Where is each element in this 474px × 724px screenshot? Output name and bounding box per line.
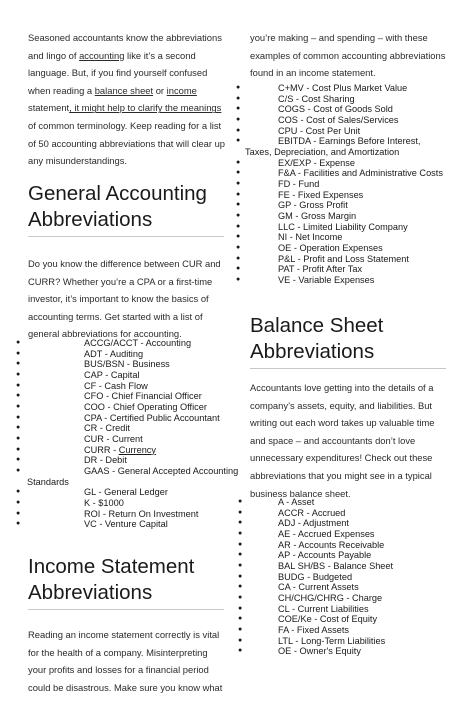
balance-intro-paragraph bbox=[250, 379, 460, 502]
paragraph-line: of 50 accounting abbreviations that will clear up bbox=[28, 137, 225, 149]
bullet-icon: ● bbox=[238, 583, 243, 591]
abbreviation-list bbox=[236, 83, 474, 285]
list-item-text: CL - Current Liabilities bbox=[278, 603, 369, 614]
income-list bbox=[236, 83, 474, 285]
list-item-text: FE - Fixed Expenses bbox=[278, 189, 364, 200]
list-item bbox=[236, 200, 474, 211]
balance-list bbox=[238, 497, 458, 657]
bullet-icon: ● bbox=[238, 561, 243, 569]
bullet-icon: ● bbox=[236, 254, 241, 262]
list-item bbox=[238, 550, 458, 561]
paragraph-text bbox=[250, 379, 460, 502]
list-item bbox=[236, 190, 474, 201]
bullet-icon: ● bbox=[236, 179, 241, 187]
paragraph-text bbox=[28, 29, 228, 170]
paragraph-line: accounting terms. Get started with a list of bbox=[28, 310, 203, 322]
list-item bbox=[16, 434, 226, 445]
list-item-text: CH/CHG/CHRG - Charge bbox=[278, 592, 383, 603]
list-item bbox=[16, 455, 226, 466]
list-item-text: OE - Owner's Equity bbox=[278, 646, 361, 657]
list-item bbox=[236, 168, 474, 179]
list-item bbox=[16, 370, 226, 381]
list-item bbox=[236, 243, 474, 254]
paragraph-text bbox=[28, 626, 228, 696]
bullet-icon: ● bbox=[16, 392, 21, 400]
paragraph-line bbox=[28, 99, 228, 117]
list-item bbox=[238, 636, 458, 647]
list-item bbox=[238, 604, 458, 615]
list-item bbox=[236, 126, 474, 137]
bullet-icon: ● bbox=[16, 381, 21, 389]
paragraph-line: your profits and losses for a financial period bbox=[28, 664, 209, 676]
list-item-text: FD - Fund bbox=[278, 178, 320, 189]
bullet-icon: ● bbox=[236, 84, 241, 91]
list-item-text: AP - Accounts Payable bbox=[278, 550, 372, 561]
bullet-icon: ● bbox=[16, 466, 21, 474]
list-item-text: CPA - Certified Public Accountant bbox=[84, 412, 220, 423]
list-item-text bbox=[84, 445, 156, 456]
list-item-text: COE/Ke - Cost of Equity bbox=[278, 614, 378, 625]
income-heading-line1: Income Statement bbox=[28, 555, 195, 578]
bullet-icon: ● bbox=[16, 498, 21, 506]
list-item-text: VE - Variable Expenses bbox=[278, 274, 375, 285]
list-item bbox=[238, 625, 458, 636]
list-item-text: GAAS - General Accepted Accounting bbox=[84, 465, 239, 476]
list-item-text: DR - Debit bbox=[84, 455, 127, 466]
list-item-text: BAL SH/BS - Balance Sheet bbox=[278, 560, 394, 571]
list-item-text: NI - Net Income bbox=[278, 232, 343, 243]
list-item bbox=[16, 359, 226, 370]
list-item bbox=[236, 179, 474, 190]
balance-divider bbox=[250, 368, 446, 369]
list-item bbox=[238, 593, 458, 604]
list-item bbox=[236, 264, 474, 275]
bullet-icon: ● bbox=[236, 201, 241, 209]
abbreviation-list bbox=[238, 497, 458, 657]
abbreviation-list bbox=[16, 338, 239, 530]
list-item-text: AR - Accounts Receivable bbox=[278, 539, 385, 550]
bullet-icon: ● bbox=[236, 275, 241, 283]
list-item-text: GP - Gross Profit bbox=[278, 200, 348, 211]
paragraph-line: Accountants love getting into the details of a bbox=[250, 382, 434, 393]
bullet-icon: ● bbox=[236, 158, 241, 166]
paragraph-text bbox=[250, 29, 460, 82]
paragraph-line: of common terminology. Keep reading for a list bbox=[28, 119, 222, 131]
paragraph-line: Seasoned accountants know the abbreviations bbox=[28, 32, 222, 43]
bullet-icon: ● bbox=[236, 137, 241, 145]
list-item bbox=[16, 487, 226, 498]
bullet-icon: ● bbox=[16, 434, 21, 442]
paragraph-line: found in an income statement. bbox=[250, 67, 376, 79]
list-item bbox=[16, 519, 226, 530]
text-segment: like it’s a second bbox=[124, 49, 196, 61]
text-segment: statement bbox=[28, 102, 70, 114]
list-item bbox=[16, 423, 226, 434]
list-item bbox=[16, 413, 226, 424]
list-item-text: COO - Chief Operating Officer bbox=[84, 401, 207, 412]
bullet-icon: ● bbox=[16, 445, 21, 453]
paragraph-line: Do you know the difference between CUR and bbox=[28, 258, 221, 269]
list-item bbox=[238, 529, 458, 540]
paragraph-line bbox=[28, 47, 228, 65]
list-item-text: C/S - Cost Sharing bbox=[278, 93, 355, 104]
income-intro-continued bbox=[250, 29, 460, 82]
list-item bbox=[16, 445, 226, 456]
list-item-text: GL - General Ledger bbox=[84, 487, 168, 498]
list-item-text: OE - Operation Expenses bbox=[278, 242, 383, 253]
paragraph-line: general abbreviations for accounting. bbox=[28, 328, 182, 340]
bullet-icon: ● bbox=[238, 604, 243, 612]
list-item-text: EX/EXP - Expense bbox=[278, 157, 355, 168]
list-item bbox=[236, 254, 474, 265]
bullet-icon: ● bbox=[238, 593, 243, 601]
paragraph-line: you’re making – and spending – with these bbox=[250, 32, 428, 43]
balance-heading-line2: Abbreviations bbox=[250, 339, 375, 363]
bullet-icon: ● bbox=[238, 540, 243, 548]
list-item bbox=[16, 498, 226, 509]
bullet-icon: ● bbox=[16, 370, 21, 378]
list-item bbox=[236, 211, 474, 222]
bullet-icon: ● bbox=[16, 456, 21, 464]
list-item-text: ACCG/ACCT - Accounting bbox=[84, 338, 192, 348]
list-item-text: AE - Accrued Expenses bbox=[278, 528, 375, 539]
list-item bbox=[16, 465, 239, 477]
list-item-text: P&L - Profit and Loss Statement bbox=[278, 253, 409, 264]
list-item bbox=[236, 83, 474, 94]
list-item-text: FA - Fixed Assets bbox=[278, 624, 349, 635]
bullet-icon: ● bbox=[16, 339, 21, 346]
list-item bbox=[236, 115, 474, 126]
list-item-text: A - Asset bbox=[278, 497, 315, 507]
list-item-text: COS - Cost of Sales/Services bbox=[278, 114, 399, 125]
income-divider bbox=[28, 609, 224, 610]
income-heading-line2: Abbreviations bbox=[28, 580, 153, 604]
list-item bbox=[236, 158, 474, 169]
bullet-icon: ● bbox=[16, 488, 21, 496]
bullet-icon: ● bbox=[236, 233, 241, 241]
general-heading-line2: Abbreviations bbox=[28, 207, 153, 231]
list-item-text: PAT - Profit After Tax bbox=[278, 264, 363, 275]
list-item-continuation-text: Taxes, Depreciation, and Amortization bbox=[245, 146, 400, 157]
bullet-icon: ● bbox=[236, 190, 241, 198]
list-item bbox=[238, 508, 458, 519]
paragraph-line: business balance sheet. bbox=[250, 487, 351, 499]
list-item bbox=[16, 349, 226, 360]
bullet-icon: ● bbox=[236, 222, 241, 230]
list-item-text: LTL - Long-Term Liabilities bbox=[278, 635, 386, 646]
bullet-icon: ● bbox=[236, 265, 241, 273]
inline-link[interactable]: accounting bbox=[79, 49, 125, 61]
list-item-text: ROI - Return On Investment bbox=[84, 508, 199, 519]
list-item bbox=[16, 391, 226, 402]
general-divider bbox=[28, 236, 224, 237]
list-item-text: BUDG - Budgeted bbox=[278, 571, 353, 582]
paragraph-line: any misunderstandings. bbox=[28, 155, 128, 167]
list-item bbox=[16, 509, 226, 520]
inline-link[interactable]: , it might help to clarify the meanings bbox=[69, 102, 222, 114]
list-item-text: COGS - Cost of Goods Sold bbox=[278, 104, 393, 115]
bullet-icon: ● bbox=[238, 647, 243, 655]
list-item bbox=[236, 136, 474, 147]
list-item bbox=[238, 561, 458, 572]
bullet-icon: ● bbox=[16, 424, 21, 432]
paragraph-line: and space – and accountants don’t love bbox=[250, 434, 416, 446]
bullet-icon: ● bbox=[16, 349, 21, 357]
list-item-text: F&A - Facilities and Administrative Costs bbox=[278, 168, 443, 179]
list-item bbox=[236, 104, 474, 115]
bullet-icon: ● bbox=[236, 169, 241, 177]
paragraph-line: for the health of a company. Misinterpreting bbox=[28, 646, 208, 658]
list-item-text: GM - Gross Margin bbox=[278, 210, 357, 221]
paragraph-line: unnecessary expenditures! Check out these bbox=[250, 452, 433, 464]
list-item bbox=[238, 497, 458, 508]
bullet-icon: ● bbox=[238, 519, 243, 527]
bullet-icon: ● bbox=[236, 211, 241, 219]
paragraph-line: writing out each word takes up valuable time bbox=[250, 417, 435, 429]
list-item-continuation-text: Standards bbox=[27, 476, 69, 487]
paragraph-line bbox=[28, 82, 228, 100]
paragraph-line: investor, it’s important to know the basics of bbox=[28, 293, 209, 305]
balance-heading bbox=[250, 313, 450, 364]
list-item-text: CF - Cash Flow bbox=[84, 380, 148, 391]
inline-link[interactable]: balance sheet bbox=[94, 84, 154, 96]
bullet-icon: ● bbox=[238, 615, 243, 623]
list-item-text: ADJ - Adjustment bbox=[278, 518, 349, 529]
list-item bbox=[238, 572, 458, 583]
list-item-text: VC - Venture Capital bbox=[84, 519, 168, 530]
bullet-icon: ● bbox=[238, 625, 243, 633]
list-item-continuation bbox=[16, 477, 226, 488]
paragraph-line: examples of common accounting abbreviations bbox=[250, 49, 446, 61]
list-item bbox=[16, 381, 226, 392]
list-item-text: CUR - Current bbox=[84, 433, 143, 444]
list-item-text: C+MV - Cost Plus Market Value bbox=[278, 83, 408, 93]
paragraph-line: language. But, if you find yourself confused bbox=[28, 67, 208, 79]
bullet-icon: ● bbox=[16, 520, 21, 528]
paragraph-line: abbreviations that you might see in a typical bbox=[250, 469, 432, 481]
income-heading bbox=[28, 554, 228, 605]
income-intro-paragraph bbox=[28, 626, 228, 696]
list-item bbox=[236, 275, 474, 286]
bullet-icon: ● bbox=[236, 105, 241, 113]
bullet-icon: ● bbox=[16, 402, 21, 410]
balance-heading-line1: Balance Sheet bbox=[250, 314, 384, 337]
list-item-continuation bbox=[236, 147, 474, 158]
list-item-text: CFO - Chief Financial Officer bbox=[84, 391, 202, 402]
text-segment: when reading a bbox=[28, 84, 95, 96]
bullet-icon: ● bbox=[236, 115, 241, 123]
list-item bbox=[238, 582, 458, 593]
bullet-icon: ● bbox=[238, 529, 243, 537]
bullet-icon: ● bbox=[16, 509, 21, 517]
bullet-icon: ● bbox=[236, 94, 241, 102]
bullet-icon: ● bbox=[238, 572, 243, 580]
bullet-icon: ● bbox=[16, 360, 21, 368]
list-item-text: ADT - Auditing bbox=[84, 348, 144, 359]
paragraph-text bbox=[28, 255, 228, 343]
general-intro-paragraph bbox=[28, 255, 228, 343]
list-item bbox=[238, 540, 458, 551]
list-item bbox=[236, 222, 474, 233]
general-heading-line1: General Accounting bbox=[28, 182, 207, 205]
list-item-text: LLC - Limited Liability Company bbox=[278, 221, 408, 232]
list-item bbox=[238, 614, 458, 625]
list-item bbox=[238, 518, 458, 529]
list-item bbox=[238, 646, 458, 657]
text-segment: or bbox=[153, 84, 167, 96]
bullet-icon: ● bbox=[238, 636, 243, 644]
bullet-icon: ● bbox=[236, 243, 241, 251]
list-item bbox=[236, 232, 474, 243]
general-list bbox=[16, 338, 239, 530]
paragraph-line: CURR? Whether you’re a CPA or a first-time bbox=[28, 275, 213, 287]
bullet-icon: ● bbox=[238, 508, 243, 516]
paragraph-line: Reading an income statement correctly is vital bbox=[28, 629, 220, 640]
list-item-text: BUS/BSN - Business bbox=[84, 359, 170, 370]
list-item-text: CR - Credit bbox=[84, 423, 130, 434]
inline-link[interactable]: income bbox=[166, 84, 197, 96]
currency-prefix: CURR - bbox=[84, 444, 119, 455]
list-item-text: K - $1000 bbox=[84, 497, 124, 508]
paragraph-line: company’s assets, equity, and liabilities. But bbox=[250, 399, 433, 411]
list-item-text: CAP - Capital bbox=[84, 369, 140, 380]
list-item bbox=[16, 402, 226, 413]
bullet-icon: ● bbox=[236, 126, 241, 134]
text-segment: and lingo of bbox=[28, 49, 80, 61]
list-item-text: EBITDA - Earnings Before Interest, bbox=[278, 136, 421, 147]
bullet-icon: ● bbox=[16, 413, 21, 421]
list-item-text: CPU - Cost Per Unit bbox=[278, 125, 361, 136]
list-item bbox=[236, 94, 474, 105]
intro-paragraph bbox=[28, 29, 228, 170]
bullet-icon: ● bbox=[238, 551, 243, 559]
list-item-text: CA - Current Assets bbox=[278, 582, 359, 593]
bullet-icon: ● bbox=[238, 498, 243, 505]
list-item-text: ACCR - Accrued bbox=[278, 507, 346, 518]
list-item bbox=[16, 338, 226, 349]
currency-link[interactable]: Currency bbox=[118, 444, 156, 455]
paragraph-line: could be disastrous. Make sure you know what bbox=[28, 681, 223, 693]
general-heading bbox=[28, 181, 228, 232]
